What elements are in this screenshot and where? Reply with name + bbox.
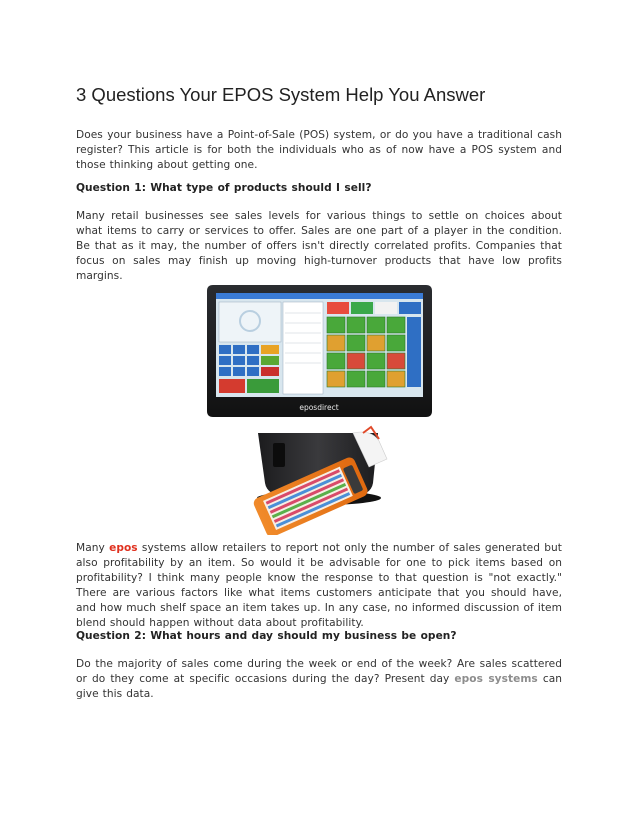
epos-systems-link[interactable]: epos systems	[454, 673, 538, 685]
paragraph-3: Do the majority of sales come during the week or end of the week? Are sales scattered or do they come at specific occasions during the day? Present day epos systems can give this data.	[76, 658, 563, 700]
intro-paragraph: Does your business have a Point-of-Sale (POS) system, or do you have a traditional cash register? This article is for both the individuals who as of now have a POS system and those thinking about getting one.	[76, 129, 562, 171]
epos-link[interactable]: epos	[109, 542, 138, 554]
pos-terminal-image	[203, 283, 436, 535]
paragraph-2: Many epos systems allow retailers to report not only the number of sales generated but also profitability by an item. So would it be advisable for one to pick items based on profitability? I think many people know the response to that question is "not exactly." There are various factors like what items customers anticipate that you should have, and how much shelf space an item takes up. In any case, no informed discussion of item blend should happen without data about profitability.	[76, 542, 562, 629]
page-title: 3 Questions Your EPOS System Help You Answer	[76, 84, 486, 105]
question-1-heading: Question 1: What type of products should I sell?	[76, 182, 372, 194]
paragraph-1: Many retail businesses see sales levels for various things to settle on choices about what items to carry or services to offer. Sales are one part of a player in the condition. Be that as it may, the number of offers isn't directly correlated profits. Companies that focus on sales may finish up moving high-turnover products that have low profits margins.	[76, 210, 562, 282]
question-2-heading: Question 2: What hours and day should my business be open?	[76, 630, 457, 642]
brand-logo: eposdirect	[299, 403, 339, 412]
